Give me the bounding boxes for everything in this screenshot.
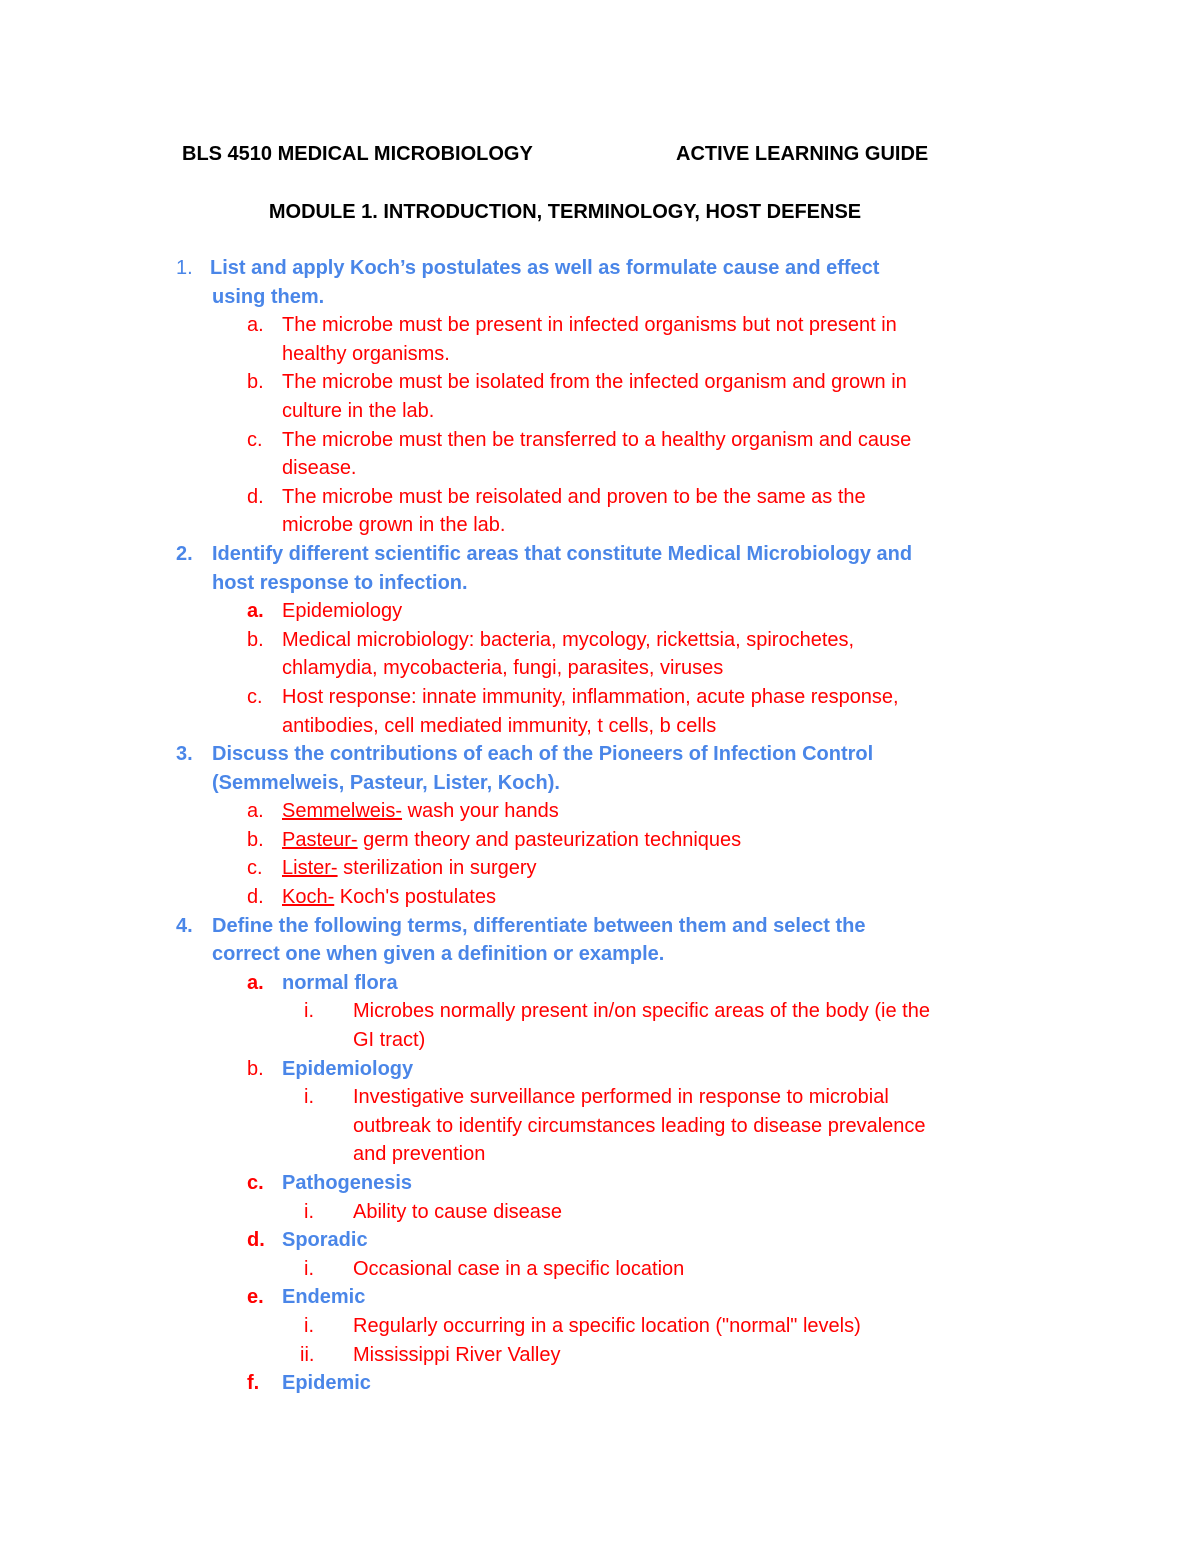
definition-text: Occasional case in a specific location <box>353 1257 685 1280</box>
course-title: BLS 4510 MEDICAL MICROBIOLOGY <box>182 143 533 165</box>
question-number: 4. <box>176 914 193 937</box>
definition-item <box>0 1198 1200 1227</box>
answer-text: The microbe must be present in infected organisms but not present in <box>282 314 897 337</box>
list-marker: i. <box>304 1257 314 1280</box>
question-text: Define the following terms, differentiate between them and select the <box>212 914 866 937</box>
list-marker: d. <box>247 886 264 909</box>
question-number: 1. <box>176 257 193 279</box>
definition-text: GI tract) <box>353 1029 426 1052</box>
question-3 <box>0 740 1200 769</box>
question-number: 2. <box>176 542 193 565</box>
question-text: (Semmelweis, Pasteur, Lister, Koch). <box>212 771 560 794</box>
list-marker: a. <box>247 314 264 337</box>
term-item <box>0 1169 1200 1198</box>
list-marker: a. <box>247 800 264 823</box>
term-item <box>0 1369 1200 1398</box>
answer-item <box>0 311 1200 340</box>
answer-text: The microbe must then be transferred to a healthy organism and cause <box>282 428 912 451</box>
pioneer-contribution: wash your hands <box>402 800 559 823</box>
term-name: Endemic <box>282 1286 366 1309</box>
answer-item-cont <box>0 454 1200 483</box>
question-text: using them. <box>212 285 325 308</box>
pioneer-contribution: germ theory and pasteurization techniques <box>357 828 742 851</box>
answer-item-cont <box>0 511 1200 540</box>
answer-text: microbe grown in the lab. <box>282 514 506 537</box>
list-marker: b. <box>247 828 264 851</box>
answer-item <box>0 368 1200 397</box>
answer-text: The microbe must be reisolated and proven to be the same as the <box>282 485 866 508</box>
objectives-list <box>0 254 1200 1398</box>
list-marker: i. <box>304 1086 314 1109</box>
term-item <box>0 1226 1200 1255</box>
definition-item <box>0 1341 1200 1370</box>
guide-title: ACTIVE LEARNING GUIDE <box>676 143 929 165</box>
answer-item-cont <box>0 340 1200 369</box>
term-name: normal flora <box>282 971 398 994</box>
list-marker: c. <box>247 685 263 708</box>
question-text: Identify different scientific areas that constitute Medical Microbiology and <box>212 542 913 565</box>
list-marker: ii. <box>300 1343 315 1366</box>
question-text: host response to infection. <box>212 571 468 594</box>
definition-item <box>0 1255 1200 1284</box>
answer-text: antibodies, cell mediated immunity, t cells, b cells <box>282 714 717 737</box>
list-marker: c. <box>247 428 263 451</box>
list-marker: f. <box>247 1372 260 1395</box>
term-item <box>0 969 1200 998</box>
answer-item-cont <box>0 397 1200 426</box>
answer-text: healthy organisms. <box>282 342 450 365</box>
definition-item-cont <box>0 1026 1200 1055</box>
module-title: MODULE 1. INTRODUCTION, TERMINOLOGY, HOST DEFENSE <box>268 201 862 223</box>
list-marker: b. <box>247 1057 264 1080</box>
definition-text: and prevention <box>353 1143 486 1166</box>
question-text: correct one when given a definition or example. <box>212 943 665 966</box>
question-3-cont <box>0 769 1200 798</box>
answer-item <box>0 483 1200 512</box>
answer-text <box>282 854 537 883</box>
question-2 <box>0 540 1200 569</box>
question-4 <box>0 912 1200 941</box>
answer-item <box>0 854 1200 883</box>
list-marker: i. <box>304 1314 314 1337</box>
pioneer-contribution: Koch's postulates <box>334 886 496 909</box>
pioneer-name: Koch- <box>282 886 335 909</box>
list-marker: a. <box>247 971 264 994</box>
answer-text: culture in the lab. <box>282 399 435 422</box>
definition-item <box>0 1083 1200 1112</box>
pioneer-name: Semmelweis- <box>282 800 403 823</box>
definition-item <box>0 997 1200 1026</box>
term-name: Sporadic <box>282 1229 368 1252</box>
answer-text: The microbe must be isolated from the infected organism and grown in <box>282 371 907 394</box>
answer-item <box>0 597 1200 626</box>
answer-item <box>0 883 1200 912</box>
list-marker: b. <box>247 371 264 394</box>
definition-text: Regularly occurring in a specific location ("normal" levels) <box>353 1314 861 1337</box>
answer-text: disease. <box>282 457 357 480</box>
pioneer-contribution: sterilization in surgery <box>337 857 537 880</box>
answer-text: Medical microbiology: bacteria, mycology, rickettsia, spirochetes, <box>282 628 855 651</box>
answer-text: chlamydia, mycobacteria, fungi, parasites, viruses <box>282 657 724 680</box>
definition-text: Investigative surveillance performed in response to microbial <box>353 1086 889 1109</box>
definition-text: Mississippi River Valley <box>353 1343 561 1366</box>
definition-item <box>0 1312 1200 1341</box>
list-marker: b. <box>247 628 264 651</box>
term-name: Epidemic <box>282 1372 371 1395</box>
question-number: 3. <box>176 743 193 766</box>
list-marker: a. <box>247 600 264 623</box>
list-marker: c. <box>247 857 263 880</box>
answer-text <box>282 883 496 912</box>
definition-item-cont <box>0 1112 1200 1141</box>
question-1-cont <box>0 283 1200 312</box>
answer-item <box>0 683 1200 712</box>
question-1 <box>0 254 1200 283</box>
list-marker: c. <box>247 1172 264 1194</box>
definition-text: outbreak to identify circumstances leading to disease prevalence <box>353 1114 926 1137</box>
pioneer-name: Lister- <box>282 857 338 880</box>
answer-text: Epidemiology <box>282 600 403 623</box>
question-2-cont <box>0 569 1200 598</box>
answer-item-cont <box>0 712 1200 741</box>
answer-item-cont <box>0 654 1200 683</box>
definition-item-cont <box>0 1140 1200 1169</box>
term-name: Pathogenesis <box>282 1172 413 1194</box>
definition-text: Ability to cause disease <box>353 1200 563 1223</box>
list-marker: i. <box>304 1000 314 1023</box>
answer-item <box>0 426 1200 455</box>
answer-item <box>0 797 1200 826</box>
answer-text <box>282 797 559 826</box>
answer-item <box>0 626 1200 655</box>
answer-text <box>282 826 741 855</box>
question-4-cont <box>0 940 1200 969</box>
question-text: Discuss the contributions of each of the Pioneers of Infection Control <box>212 743 874 766</box>
list-marker: i. <box>304 1200 314 1223</box>
term-name: Epidemiology <box>282 1057 414 1080</box>
question-text: List and apply Koch’s postulates as well as formulate cause and effect <box>210 257 880 279</box>
definition-text: Microbes normally present in/on specific areas of the body (ie the <box>353 1000 930 1023</box>
term-item <box>0 1055 1200 1084</box>
list-marker: d. <box>247 1229 265 1252</box>
pioneer-name: Pasteur- <box>282 828 358 851</box>
term-item <box>0 1283 1200 1312</box>
answer-text: Host response: innate immunity, inflammation, acute phase response, <box>282 685 899 708</box>
list-marker: e. <box>247 1286 264 1309</box>
list-marker: d. <box>247 485 264 508</box>
answer-item <box>0 826 1200 855</box>
